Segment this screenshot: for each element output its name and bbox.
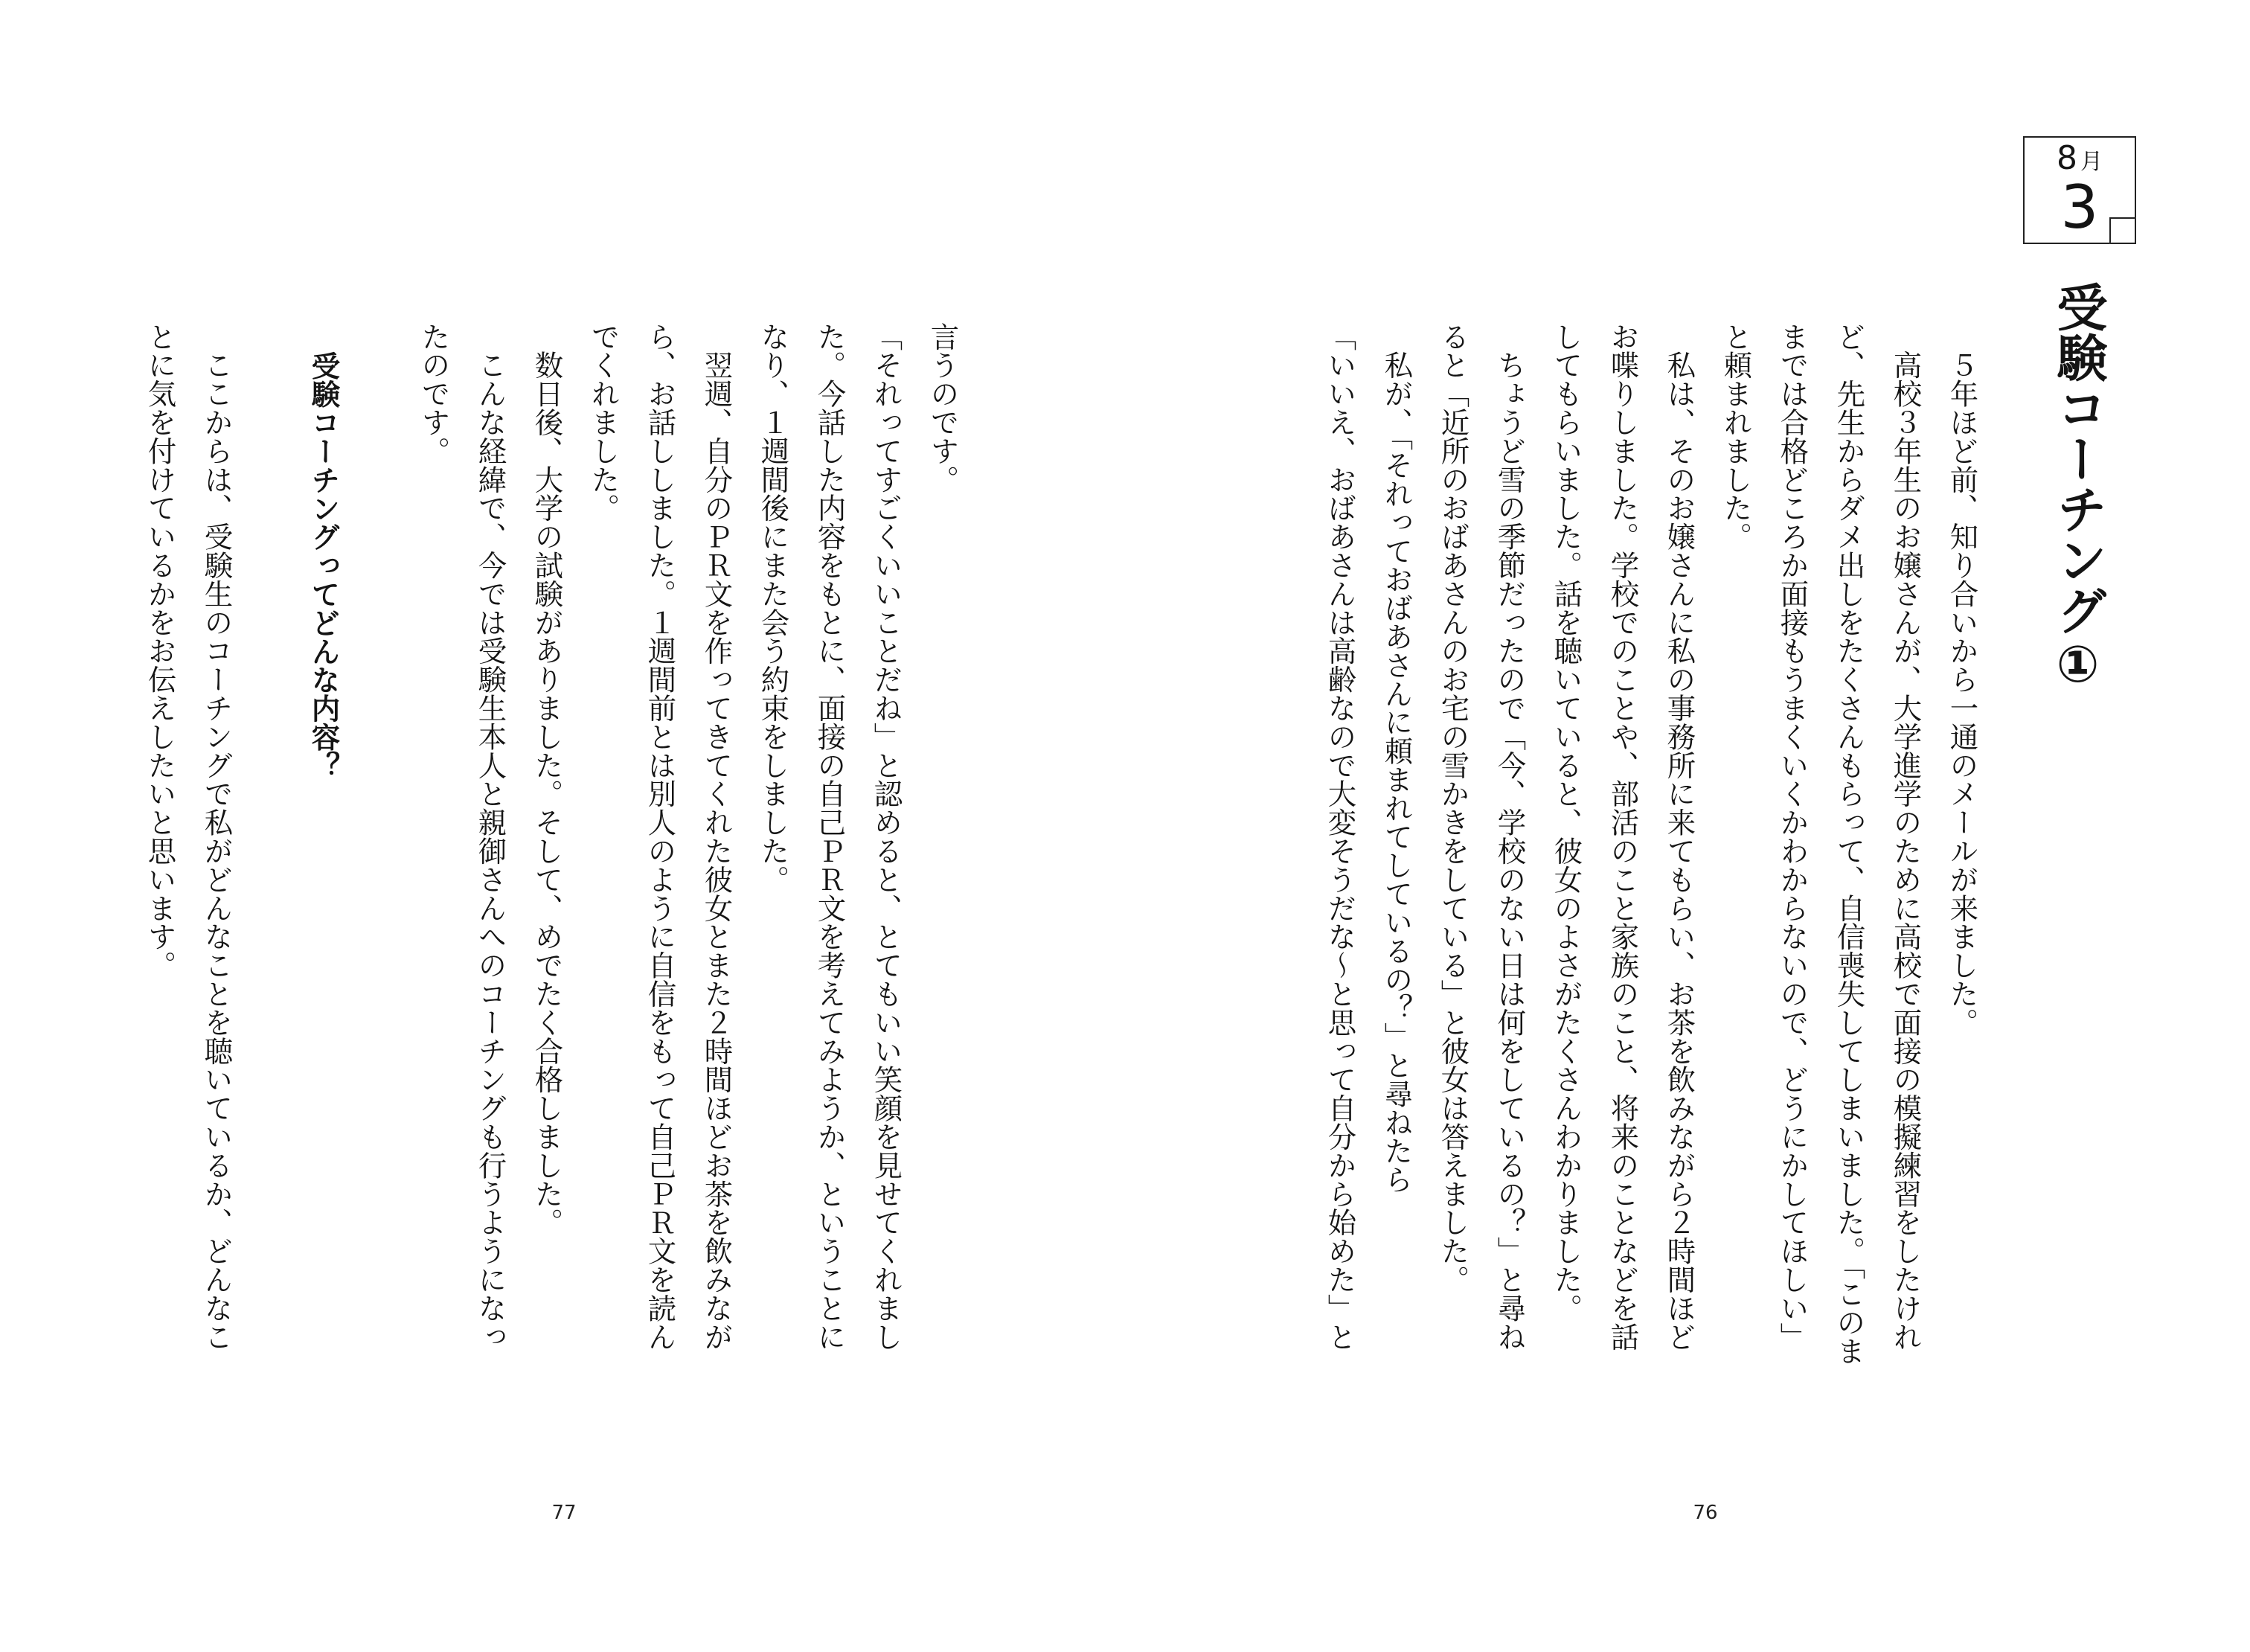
body-line: と頼まれました。 — [1718, 322, 1752, 551]
body-line: ど、先生からダメ出しをたくさんもらって、自信喪失してしまいました。「このま — [1831, 322, 1865, 1366]
date-tab — [2023, 136, 2136, 244]
body-line: た。今話した内容をもとに、面接の自己ＰＲ文を考えてみようか、ということに — [812, 322, 846, 1351]
body-line: 言うのです。 — [925, 322, 959, 494]
month-kanji: 月 — [2080, 149, 2103, 175]
body-line: とに気を付けているかをお伝えしたいと思います。 — [142, 322, 176, 980]
body-line: 数日後、大学の試験がありました。そして、めでたく合格しました。 — [529, 322, 563, 1237]
body-line: までは合格どころか面接もうまくいくかわからないので、どうにかしてほしい」 — [1775, 322, 1809, 1351]
body-line: 高校３年生のお嬢さんが、大学進学のために高校で面接の模擬練習をしたけれ — [1888, 322, 1922, 1351]
body-line: 「それってすごくいいことだね」と認めると、とてもいい笑顔を見せてくれまし — [868, 322, 903, 1351]
date-month — [2025, 139, 2135, 177]
body-line: 私が、「それっておばあさんに頼まれてしているの？」と尋ねたら — [1379, 322, 1413, 1194]
body-line: なり、１週間後にまた会う約束をしました。 — [755, 322, 789, 894]
body-line: お喋りしました。学校でのことや、部活のこと家族のこと、将来のことなどを話 — [1605, 322, 1639, 1351]
body-line: 翌週、自分のＰＲ文を作ってきてくれた彼女とまた２時間ほどお茶を飲みなが — [699, 322, 733, 1351]
body-line: でくれました。 — [586, 322, 620, 522]
page-number-left: 77 — [551, 1502, 577, 1524]
chapter-title: 受験コーチング① — [2048, 281, 2107, 694]
date-day: 3 — [2060, 173, 2099, 242]
body-line: ここからは、受験生のコーチングで私がどんなことを聴いているか、どんなこ — [199, 322, 233, 1351]
month-number: 8 — [2057, 139, 2077, 177]
body-line: ちょうど雪の季節だったので「今、学校のない日は何をしているの？」と尋ね — [1492, 322, 1526, 1351]
body-line: たのです。 — [416, 322, 450, 465]
body-line: 私は、そのお嬢さんに私の事務所に来てもらい、お茶を飲みながら２時間ほど — [1661, 322, 1696, 1351]
body-line: 「いいえ、おばあさんは高齢なので大変そうだな～と思って自分から始めた」と — [1322, 322, 1356, 1351]
body-line: ５年ほど前、知り合いから一通のメールが来ました。 — [1944, 322, 1978, 1037]
body-line: してもらいました。話を聴いていると、彼女のよさがたくさんわかりました。 — [1548, 322, 1583, 1322]
section-heading: 受験コーチングってどんな内容？ — [306, 351, 340, 780]
body-line: ら、お話ししました。１週間前とは別人のように自信をもって自己ＰＲ文を読ん — [642, 322, 676, 1351]
body-line: ると「近所のおばあさんのお宅の雪かきをしている」と彼女は答えました。 — [1435, 322, 1469, 1294]
body-line: こんな経緯で、今では受験生本人と親御さんへのコーチングも行うようになっ — [472, 322, 507, 1351]
page-number-right: 76 — [1693, 1502, 1718, 1524]
